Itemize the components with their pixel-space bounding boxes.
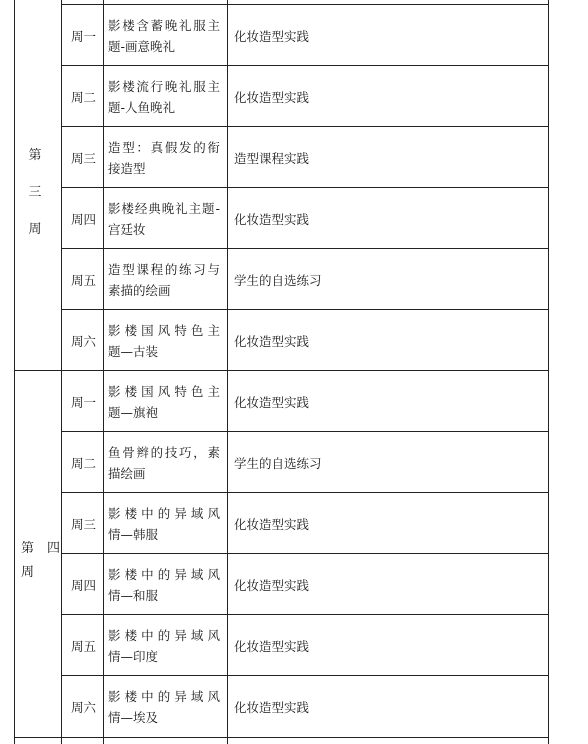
topic-cell: 鱼骨辫的技巧，素 描绘画 (108, 444, 220, 481)
week-3-label-part: 第 (28, 148, 42, 163)
topic-cell: 影楼中的异域风 情—埃及 (108, 688, 220, 725)
activity-cell: 化妆造型实践 (234, 211, 310, 227)
day-cell: 周二 (70, 89, 96, 105)
day-cell: 周五 (70, 638, 96, 654)
week-4-label-part: 第 (21, 541, 35, 556)
activity-cell: 化妆造型实践 (234, 516, 310, 532)
topic-cell: 影楼中的异域风 情—韩服 (108, 505, 220, 542)
week-4-label-part: 周 (21, 565, 35, 580)
activity-cell: 化妆造型实践 (234, 638, 310, 654)
activity-cell: 学生的自选练习 (234, 272, 322, 288)
day-cell: 周六 (70, 333, 96, 349)
day-cell: 周一 (70, 28, 96, 44)
table-border-left (14, 0, 15, 744)
topic-cell: 影楼含蓄晚礼服主 题-画意晚礼 (108, 17, 220, 54)
activity-cell: 化妆造型实践 (234, 89, 310, 105)
day-cell: 周四 (70, 211, 96, 227)
week-4-label (21, 541, 61, 581)
table-column-divider (227, 0, 228, 744)
day-cell: 周四 (70, 577, 96, 593)
week-3-label-part: 三 (28, 185, 42, 200)
topic-cell: 影楼国风特色主 题—旗袍 (108, 383, 220, 420)
day-cell: 周三 (70, 516, 96, 532)
week-3-label-part: 周 (28, 222, 42, 237)
topic-cell: 影楼国风特色主 题—古装 (108, 322, 220, 359)
week-divider (14, 737, 549, 738)
table-border-right (548, 0, 549, 744)
day-cell: 周五 (70, 272, 96, 288)
topic-cell: 造型：真假发的衔 接造型 (108, 139, 220, 176)
day-cell: 周一 (70, 394, 96, 410)
topic-cell: 造型课程的练习与 素描的绘画 (108, 261, 220, 298)
activity-cell: 化妆造型实践 (234, 333, 310, 349)
week-3-label (27, 148, 43, 238)
day-cell: 周三 (70, 150, 96, 166)
activity-cell: 造型课程实践 (234, 150, 310, 166)
topic-cell: 影楼中的异域风 情—印度 (108, 627, 220, 664)
activity-cell: 化妆造型实践 (234, 577, 310, 593)
activity-cell: 学生的自选练习 (234, 455, 322, 471)
day-cell: 周二 (70, 455, 96, 471)
table-column-divider (61, 0, 62, 744)
topic-cell: 影楼流行晚礼服主 题-人鱼晚礼 (108, 78, 220, 115)
activity-cell: 化妆造型实践 (234, 394, 310, 410)
day-cell: 周六 (70, 699, 96, 715)
week-4-label-part: 四 (47, 541, 61, 556)
activity-cell: 化妆造型实践 (234, 699, 310, 715)
topic-cell: 影楼经典晚礼主题- 宫廷妆 (108, 200, 220, 237)
activity-cell: 化妆造型实践 (234, 28, 310, 44)
topic-cell: 影楼中的异域风 情—和服 (108, 566, 220, 603)
